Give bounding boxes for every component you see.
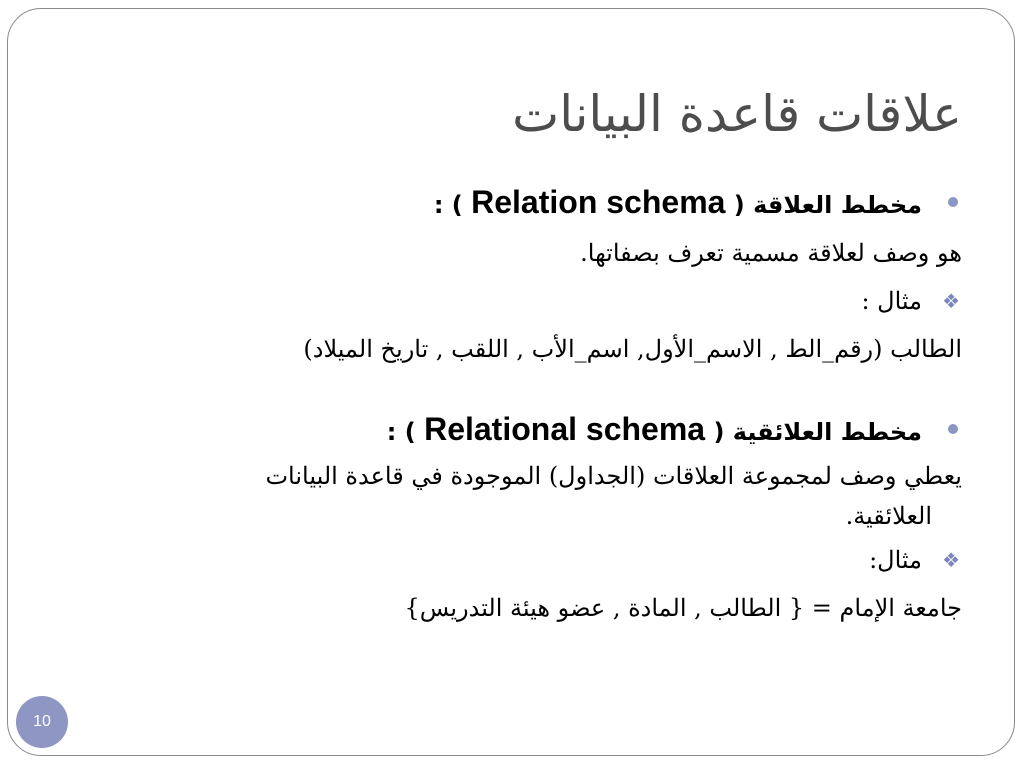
example-label-line (140, 277, 962, 325)
diamond-bullet-icon: ❖ (942, 548, 960, 572)
section-description-line1: يعطي وصف لمجموعة العلاقات (الجداول) الموجودة في قاعدة البيانات (265, 462, 962, 490)
bullet-dot-icon (948, 197, 958, 207)
diamond-bullet-icon: ❖ (942, 289, 960, 313)
heading-tail: ) : (386, 418, 416, 446)
example-label: مثال: (869, 546, 922, 574)
section-heading-relational-schema (140, 405, 962, 456)
heading-arabic: مخطط العلائقية ( (713, 418, 922, 446)
section-heading-relation-schema (140, 178, 962, 229)
heading-english: Relational schema (424, 411, 706, 447)
example-label-line (140, 536, 962, 584)
heading-english: Relation schema (471, 184, 726, 220)
bullet-dot-icon (948, 424, 958, 434)
heading-arabic: مخطط العلاقة ( (733, 191, 922, 219)
section-description-line2: العلائقية. (845, 502, 932, 530)
example-text: الطالب (رقم_الط , الاسم_الأول, اسم_الأب , اللقب , تاريخ الميلاد) (303, 335, 962, 363)
section-spacer (140, 373, 962, 405)
section-description: هو وصف لعلاقة مسمية تعرف بصفاتها. (580, 239, 962, 267)
page-number-badge: 10 (16, 696, 68, 748)
slide-title: علاقات قاعدة البيانات (512, 85, 962, 143)
slide-content (140, 178, 962, 632)
example-text: جامعة الإمام = { الطالب , المادة , عضو هيئة التدريس} (404, 594, 962, 622)
example-label: مثال : (861, 287, 922, 315)
heading-tail: ) : (433, 191, 463, 219)
